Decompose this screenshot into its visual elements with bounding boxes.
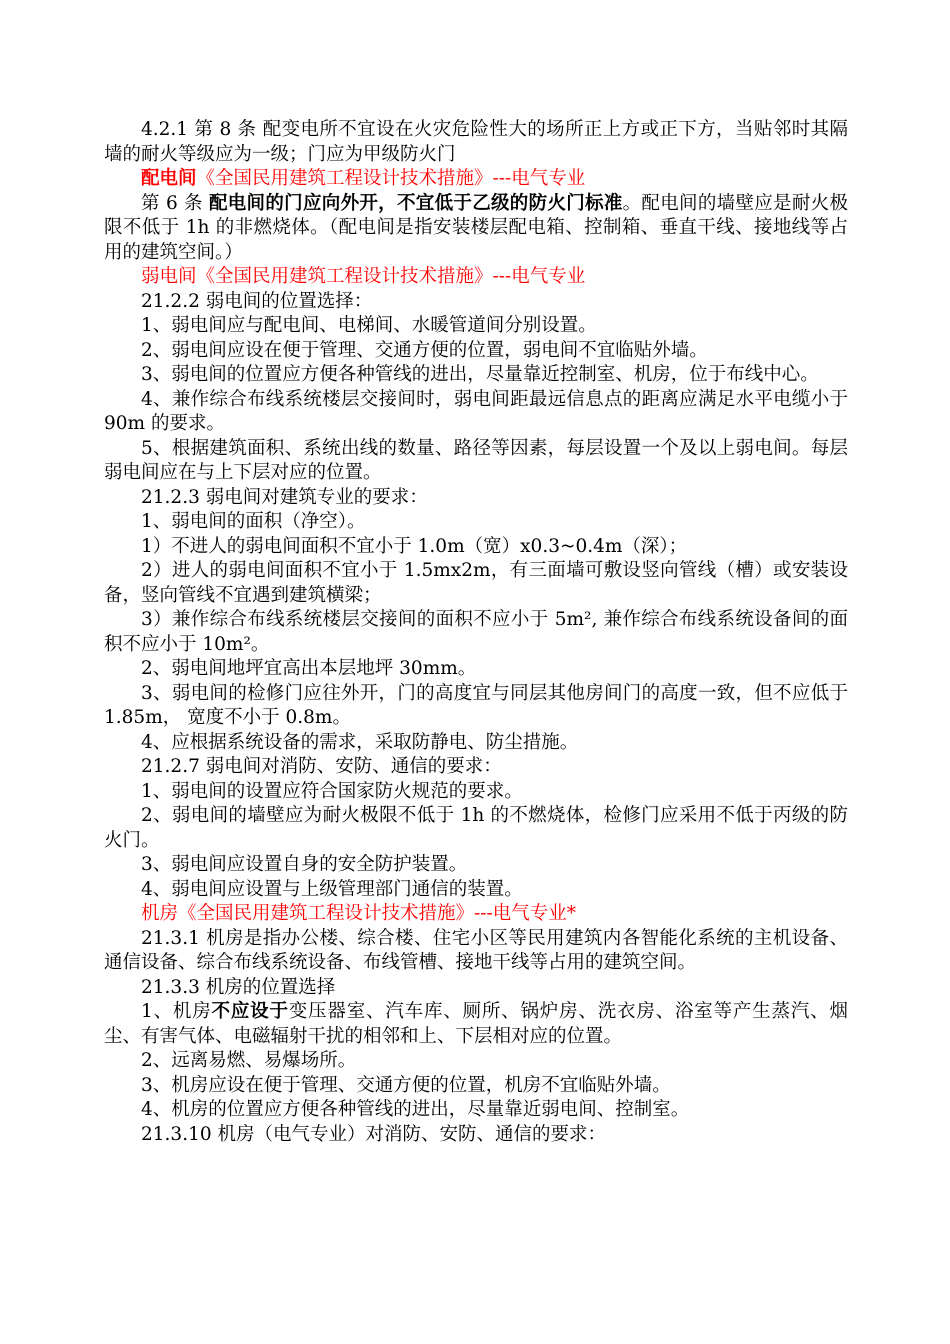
text-run: 弱电间《全国民用建筑工程设计技术措施》---电气专业: [141, 266, 586, 287]
body-paragraph: [104, 559, 848, 608]
text-run: 机房《全国民用建筑工程设计技术措施》---电气专业*: [141, 903, 577, 924]
text-run: 21.2.7 弱电间对消防、安防、通信的要求：: [141, 756, 502, 777]
text-run: 2、弱电间的墙壁应为耐火极限不低于 1h 的不燃烧体，检修门应采用不低于丙级的防火门。: [104, 805, 848, 851]
text-run: 21.3.1 机房是指办公楼、综合楼、住宅小区等民用建筑内各智能化系统的主机设备、通信设备、综合布线系统设备、布线管槽、接地干线等占用的建筑空间。: [104, 927, 848, 973]
text-run: 4、应根据系统设备的需求，采取防静电、防尘措施。: [141, 731, 579, 753]
body-paragraph: [104, 1000, 848, 1049]
body-paragraph: [104, 1123, 848, 1148]
body-paragraph: [104, 1074, 848, 1099]
text-run: 5、根据建筑面积、系统出线的数量、路径等因素，每层设置一个及以上弱电间。每层弱电间应在与上下层对应的位置。: [104, 437, 848, 483]
text-run: 3、弱电间的检修门应往外开，门的高度宜与同层其他房间门的高度一致，但不应低于 1.85m， 宽度不小于 0.8m。: [104, 682, 848, 728]
text-run: 1、机房: [141, 1001, 212, 1022]
text-run: 4、兼作综合布线系统楼层交接间时，弱电间距最远信息点的距离应满足水平电缆小于 90m 的要求。: [104, 388, 848, 434]
bold-text-run: 配电间的门应向外开，不宜低于乙级的防火门标准: [208, 192, 623, 214]
body-paragraph: [104, 731, 848, 756]
body-paragraph: [104, 510, 848, 535]
body-paragraph: [104, 657, 848, 682]
text-run: 第 6 条: [141, 192, 209, 214]
body-paragraph: [104, 927, 848, 976]
body-paragraph: [104, 804, 848, 853]
text-run: 3、弱电间应设置自身的安全防护装置。: [141, 854, 468, 875]
bold-text-run: 配电间: [141, 168, 197, 189]
section-heading: [104, 167, 848, 192]
body-paragraph: [104, 682, 848, 731]
text-run: 2、弱电间地坪宜高出本层地坪 30mm。: [141, 658, 477, 679]
bold-text-run: 不应设于: [211, 1001, 289, 1022]
text-run: 。配电间的墙壁应是耐火极限不低于 1h 的非燃烧体。（配电间是指安装楼层配电箱、控制箱、垂直干线、接地线等占用的建筑空间。）: [104, 192, 848, 263]
section-heading: [104, 265, 848, 290]
text-run: 1、弱电间应与配电间、电梯间、水暖管道间分别设置。: [141, 315, 597, 336]
text-run: 4.2.1 第 8 条 配变电所不宜设在火灾危险性大的场所正上方或正下方，当贴邻时其隔墙的耐火等级应为一级；门应为甲级防火门: [104, 119, 848, 165]
text-run: 变压器室、汽车库、厕所、锅炉房、洗衣房、浴室等产生蒸汽、烟尘、有害气体、电磁辐射干扰的相邻和上、下层相对应的位置。: [104, 1001, 848, 1047]
text-run: 《全国民用建筑工程设计技术措施》---电气专业: [196, 168, 586, 189]
text-run: 21.2.2 弱电间的位置选择：: [141, 290, 373, 312]
body-paragraph: [104, 314, 848, 339]
document-page: [104, 118, 848, 1147]
text-run: 21.2.3 弱电间对建筑专业的要求：: [141, 486, 428, 508]
body-paragraph: [104, 437, 848, 486]
body-paragraph: [104, 878, 848, 903]
text-run: 1）不进人的弱电间面积不宜小于 1.0m（宽）x0.3~0.4m（深）；: [141, 535, 688, 557]
text-run: 2、弱电间应设在便于管理、交通方便的位置，弱电间不宜临贴外墙。: [141, 339, 708, 361]
body-paragraph: [104, 780, 848, 805]
body-paragraph: [104, 853, 848, 878]
body-paragraph: [104, 192, 848, 266]
text-run: 3、机房应设在便于管理、交通方便的位置，机房不宜临贴外墙。: [141, 1074, 671, 1096]
text-run: 4、机房的位置应方便各种管线的进出，尽量靠近弱电间、控制室。: [141, 1099, 690, 1120]
body-paragraph: [104, 486, 848, 511]
section-heading: [104, 902, 848, 927]
body-paragraph: [104, 339, 848, 364]
text-run: 3、弱电间的位置应方便各种管线的进出，尽量靠近控制室、机房，位于布线中心。: [141, 364, 819, 385]
text-run: 1、弱电间的设置应符合国家防火规范的要求。: [141, 780, 523, 802]
text-run: 21.3.10 机房（电气专业）对消防、安防、通信的要求：: [141, 1123, 606, 1145]
body-paragraph: [104, 388, 848, 437]
body-paragraph: [104, 118, 848, 167]
text-run: 4、弱电间应设置与上级管理部门通信的装置。: [141, 878, 523, 900]
text-run: 21.3.3 机房的位置选择: [141, 976, 336, 998]
body-paragraph: [104, 1049, 848, 1074]
body-paragraph: [104, 755, 848, 780]
body-paragraph: [104, 535, 848, 560]
text-run: 1、弱电间的面积（净空）。: [141, 511, 366, 532]
body-paragraph: [104, 608, 848, 657]
text-run: 3）兼作综合布线系统楼层交接间的面积不应小于 5m², 兼作综合布线系统设备间的面积不应小于 10m²。: [104, 609, 848, 655]
body-paragraph: [104, 1098, 848, 1123]
text-run: 2）进人的弱电间面积不宜小于 1.5mx2m，有三面墙可敷设竖向管线（槽）或安装设备，竖向管线不宜遇到建筑横梁；: [104, 560, 848, 606]
text-run: 2、远离易燃、易爆场所。: [141, 1050, 357, 1071]
body-paragraph: [104, 976, 848, 1001]
body-paragraph: [104, 290, 848, 315]
body-paragraph: [104, 363, 848, 388]
